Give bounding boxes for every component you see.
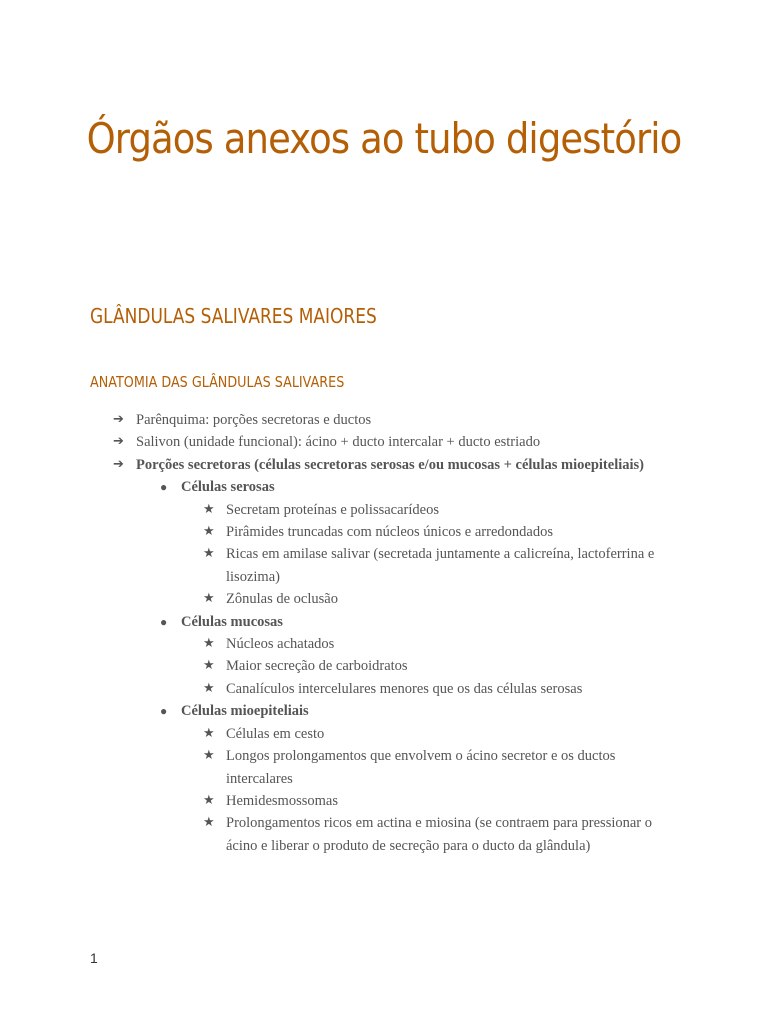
group-item (158, 611, 673, 701)
list-item-text: Canalículos intercelulares menores que os das células serosas (226, 680, 583, 697)
subsection-heading: ANATOMIA DAS GLÂNDULAS SALIVARES (90, 373, 345, 391)
star-icon: ★ (203, 501, 215, 517)
list-item (113, 454, 673, 857)
group-label: Células mucosas (181, 613, 283, 630)
list-item (203, 745, 673, 790)
arrow-icon: ➔ (113, 434, 124, 450)
star-icon: ★ (203, 591, 215, 607)
list-item-text: Porções secretoras (células secretoras serosas e/ou mucosas + células mioepiteliais) (136, 456, 644, 473)
group-item (158, 700, 673, 857)
list-item (203, 499, 673, 521)
list-item (203, 633, 673, 655)
arrow-icon: ➔ (113, 456, 124, 472)
sub-sub-list (203, 499, 673, 611)
list-item-text: Núcleos achatados (226, 636, 335, 653)
list-item-text: Parênquima: porções secretoras e ductos (136, 412, 372, 428)
star-icon: ★ (203, 725, 215, 741)
sub-sub-list (203, 723, 673, 857)
list-item-text: Ricas em amilase salivar (secretada juntamente a calicreína, lactoferrina e lisozima) (226, 546, 655, 585)
list-item (203, 521, 673, 543)
star-icon: ★ (203, 815, 215, 831)
dot-icon: ● (160, 480, 168, 495)
group-item (158, 476, 673, 610)
list-item (203, 543, 673, 588)
group-label: Células serosas (181, 479, 275, 496)
list-item (203, 678, 673, 700)
list-item-text: Salivon (unidade funcional): ácino + ducto intercalar + ducto estriado (136, 434, 541, 451)
star-icon: ★ (203, 546, 215, 562)
dot-icon: ● (160, 614, 168, 629)
dot-icon: ● (160, 704, 168, 719)
list-item-text: Pirâmides truncadas com núcleos únicos e arredondados (226, 524, 553, 541)
star-icon: ★ (203, 636, 215, 652)
star-icon: ★ (203, 524, 215, 540)
star-icon: ★ (203, 680, 215, 696)
list-item-text: Secretam proteínas e polissacarídeos (226, 501, 439, 518)
star-icon: ★ (203, 792, 215, 808)
arrow-icon: ➔ (113, 412, 124, 427)
star-icon: ★ (203, 748, 215, 764)
list-item (203, 790, 673, 812)
page-number: 1 (90, 950, 98, 966)
list-item-text: Prolongamentos ricos em actina e miosina (se contraem para pressionar o ácino e liberar o produto de secreção para o ducto da glândula) (226, 815, 653, 854)
star-icon: ★ (203, 658, 215, 674)
list-item-text: Células em cesto (226, 725, 325, 742)
list-item-text: Longos prolongamentos que envolvem o ácino secretor e os ductos intercalares (226, 748, 616, 787)
section-heading: GLÂNDULAS SALIVARES MAIORES (90, 304, 377, 328)
bullet-list (113, 409, 673, 857)
list-item-text: Maior secreção de carboidratos (226, 658, 408, 675)
list-item-text: Hemidesmossomas (226, 792, 338, 809)
list-item (113, 431, 673, 453)
list-item (203, 655, 673, 677)
sub-list (158, 476, 673, 857)
list-item (203, 588, 673, 610)
list-item (203, 812, 673, 857)
list-item (113, 409, 673, 431)
group-label: Células mioepiteliais (181, 703, 309, 720)
list-item (203, 723, 673, 745)
sub-sub-list (203, 633, 673, 700)
list-item-text: Zônulas de oclusão (226, 591, 338, 608)
page-title: Órgãos anexos ao tubo digestório (86, 114, 682, 163)
